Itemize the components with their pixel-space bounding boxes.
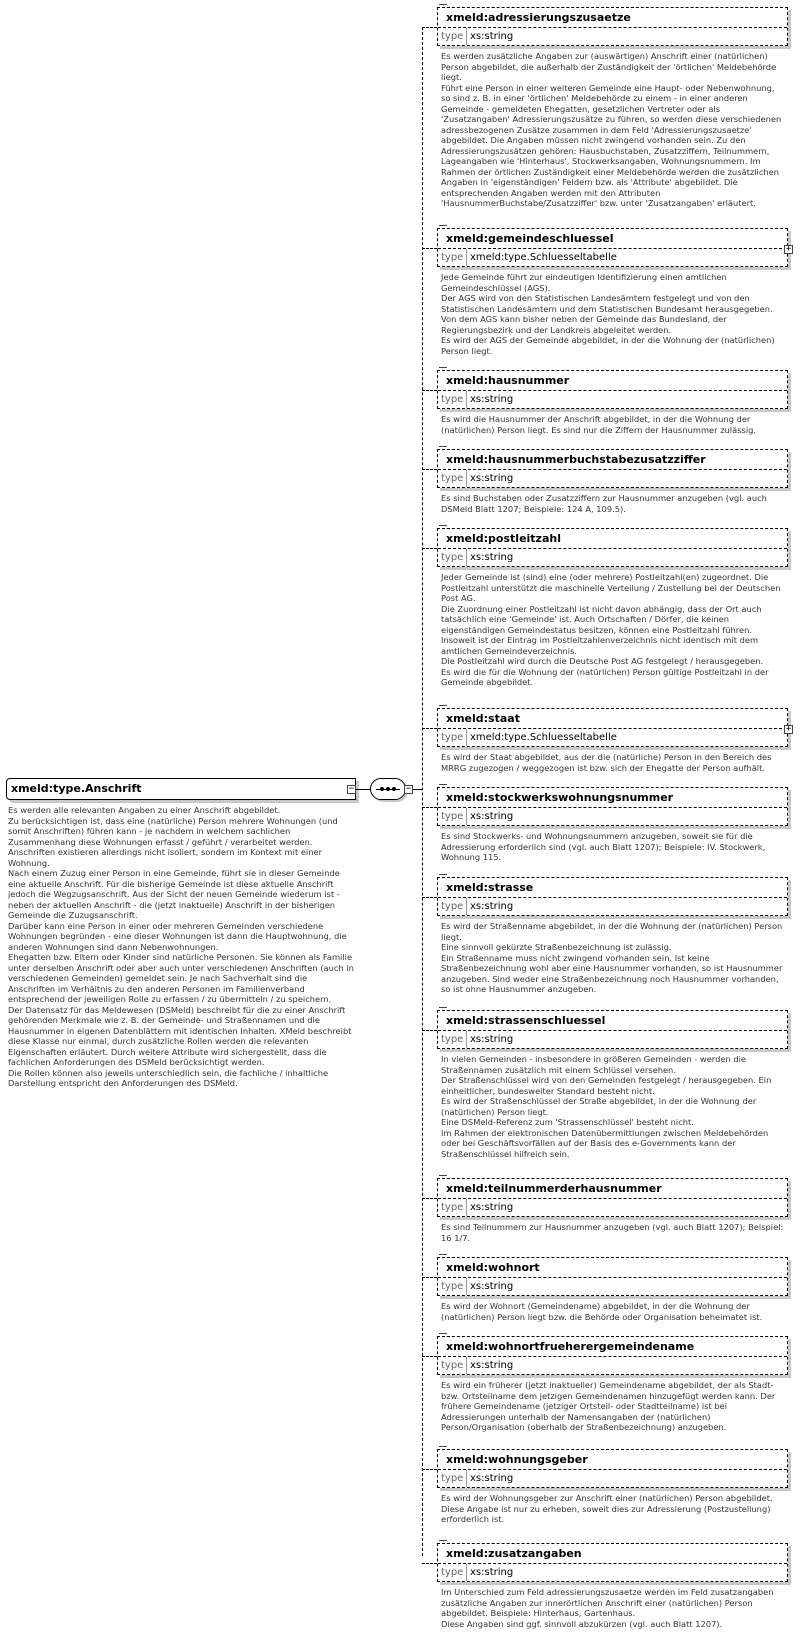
element-description: Es wird der Wohnungsgeber zur Anschrift einer (natürlichen) Person abgebildet. Diese Angabe ist nur zu erheben, soweit dies zur Adressierung (Postzustellung) erforderlich ist. (441, 1493, 773, 1524)
schema-element-box[interactable] (437, 1543, 788, 1582)
element-description: Es sind Stockwerks- und Wohnungsnummern anzugeben, soweit sie für die Adressierung erforderlich sind (vgl. auch Blatt 1207); Beispiele: IV. Stockwerk, Wohnung 115. (441, 831, 766, 862)
sequence-dot (380, 787, 384, 791)
root-type-description: Es werden alle relevanten Angaben zu einer Anschrift abgebildet. Zu berücksichtigen ist, dass eine (natürliche) Person mehrere Wohnungen (und somit Anschriften) führen kann - je nachdem in welchem sachlichen Zusammenhang diese Wohnungen erfasst / geführt / verarbeitet werden. Anschriften existieren allerdings nicht isoliert, sondern im Kontext mit einer Wohnung. Nach einem Zuzug einer Person in eine Gemeinde, führt sie in dieser Gemeinde eine aktuelle Anschrift. Für die bisherige Gemeinde ist diese aktuelle Anschrift jedoch die Wegzugsanschrift. Aus der Sicht der neuen Gemeinde wiederum ist - neben der aktuellen Anschrift - die (jetzt inaktuelle) Anschrift in der bisherigen Gemeinde die Zuzugsanschrift. Darüber kann eine Person in einer oder mehreren Gemeinden verschiedene Wohnungen begründen - eine dieser Wohnungen ist dann die Hauptwohnung, die anderen Wohnungen sind dann Nebenwohnungen. Ehegatten bzw. Eltern oder Kinder sind natürliche Personen. Sie können als Familie unter derselben Anschrift oder aber auch unter verschiedenen Anschriften (auch in verschiedenen Gemeinden) gemeldet sein. Je nach Sachverhalt sind die Anschriften im Verhältnis zu den anderen Personen im Familienverband entsprechend der jeweiligen Rolle zu erfassen / zu übermitteln / zu speichern. Der Datensatz für das Meldewesen (DSMeld) beschreibt für die zu einer Anschrift gehörenden Merkmale wie z. B. der Gemeinde- und Straßennamen und die Hausnummer in eigenen Datenblättern mit identischen Inhalten. XMeld beschreibt diese Klasse nur einmal, durch zusätzliche Rollen werden die relevanten Eigenschaften erläutert. Durch weitere Attribute wird sichergestellt, dass die fachlichen Anforderungen des DSMeld berücksichtigt werden. Die Rollen können also jeweils unterschiedlich sein, die fachliche / inhaltliche Darstellung entspricht den Anforderungen des DSMeld. (8, 805, 354, 1088)
schema-element-box[interactable] (437, 528, 788, 567)
element-type-row (438, 808, 787, 825)
element-type-row (438, 470, 787, 487)
type-value: xs:string (470, 1281, 514, 1292)
element-description: Es werden zusätzliche Angaben zur (auswärtigen) Anschrift einer (natürlichen) Person abgebildet, die außerhalb der Zuständigkeit der 'örtlichen' Meldebehörde liegt. Führt eine Person in einer weiteren Gemeinde eine Haupt- oder Nebenwohnung, so sind z. B. in einer 'örtlichen' Meldebehörde zu einem - in einer anderen Gemeinde - gemeldeten Ehegatten, gesetzlichen Vertreter oder als 'Zusatzangaben' Adressierungszusätze zu führen, so werden diese verschiedenen adressbezogenen Zusätze zusammen in dem Feld 'Adressierungszusaetze' abgebildet. Die Angaben müssen nicht zwingend vorhanden sein. Zu den Adressierungszusätzen gehören: Hausbuchstaben, Zusatzziffern, Teilnummern, Lageangaben wie 'Hinterhaus', Stockwerksangaben, Wohnungsnummern. Im Rahmen der örtlichen Zuständigkeit einer Meldebehörde werden die zusätzlichen Angaben in 'eigenständigen' Feldern bzw. als 'Attribute' abgebildet. Die entsprechenden Angaben werden mit den Attributen 'HausnummerBuchstabe/Zusatzziffer' bzw. unter 'Zusatzangaben' erläutert. (441, 51, 782, 208)
element-description: Es wird die Hausnummer der Anschrift abgebildet, in der die Wohnung der (natürlichen) Person liegt. Es sind nur die Ziffern der Hausnummer zulässig. (441, 414, 757, 435)
connector-line (422, 248, 437, 249)
type-value: xs:string (470, 811, 514, 822)
element-description: Es wird der Straßenname abgebildet, in der die Wohnung der (natürlichen) Person liegt. Eine sinnvoll gekürzte Straßenbezeichnung ist zulässig. Ein Straßenname muss nicht zwingend vorhanden sein. Ist keine Straßenbezeichnung wohl aber eine Hausnummer vorhanden, so ist Hausnummer anzugeben. Sind weder eine Straßenbezeichnung noch Hausnummer vorhanden, so ist ohne Hausnummer anzugeben. (441, 921, 783, 994)
element-type-row (438, 549, 787, 566)
element-description: Jeder Gemeinde ist (sind) eine (oder mehrere) Postleitzahl(en) zugeordnet. Die Postleitzahl unterstützt die maschinelle Verteilung / Zustellung bei der Deutschen Post AG. Die Zuordnung einer Postleitzahl ist nicht davon abhängig, dass der Ort auch tatsächlich eine 'Gemeinde' ist. Auch Ortschaften / Dörfer, die keinen eigenständigen Gemeindestatus besitzen, können eine Postleitzahl führen. Insoweit ist der Eintrag im Postleitzahlenverzeichnis nicht identisch mit dem amtlichen Gemeindeverzeichnis. Die Postleitzahl wird durch die Deutsche Post AG festgelegt / herausgegeben. Es wird die für die Wohnung der (natürlichen) Person gültige Postleitzahl in der Gemeinde abgebildet. (441, 572, 781, 687)
type-label: type (438, 729, 467, 746)
schema-element-box[interactable] (437, 1257, 788, 1296)
element-name: xmeld:stockwerkswohnungsnummer (438, 788, 787, 808)
connector-line (422, 897, 437, 898)
schema-element-box[interactable] (437, 370, 788, 409)
element-description: Es sind Buchstaben oder Zusatzziffern zur Hausnummer anzugeben (vgl. auch DSMeld Blatt 1207; Beispiele: 124 A, 109.5). (441, 493, 767, 514)
type-label: type (438, 808, 467, 825)
type-value: xs:string (470, 1473, 514, 1484)
type-label: type (438, 1199, 467, 1216)
sequence-dot (386, 787, 390, 791)
element-name: xmeld:strassenschluessel (438, 1011, 787, 1031)
type-label: type (438, 898, 467, 915)
connector-line (422, 1469, 437, 1470)
sequence-dot (392, 787, 396, 791)
element-type-row (438, 729, 787, 746)
element-description: Es sind Teilnummern zur Hausnummer anzugeben (vgl. auch Blatt 1207); Beispiel: 16 1/7. (441, 1222, 784, 1243)
type-value: xs:string (470, 1202, 514, 1213)
element-name: xmeld:wohnortfrueherergemeindename (438, 1337, 787, 1357)
type-label: type (438, 391, 467, 408)
connector-line (422, 728, 437, 729)
type-label: type (438, 1031, 467, 1048)
element-type-row (438, 1031, 787, 1048)
root-type-title: xmeld:type.Anschrift (11, 782, 142, 795)
element-name: xmeld:wohnort (438, 1258, 787, 1278)
element-name: xmeld:gemeindeschluessel (438, 229, 787, 249)
type-value: xs:string (470, 1034, 514, 1045)
element-name: xmeld:staat (438, 709, 787, 729)
connector-line (422, 1563, 437, 1564)
type-label: type (438, 1564, 467, 1581)
type-value: xs:string (470, 1360, 514, 1371)
element-type-row (438, 1199, 787, 1216)
schema-element-box[interactable] (437, 7, 788, 46)
schema-element-box[interactable] (437, 1336, 788, 1375)
connector-line (422, 807, 437, 808)
element-type-row (438, 1357, 787, 1374)
element-name: xmeld:wohnungsgeber (438, 1450, 787, 1470)
children-bus-line (422, 27, 423, 1556)
connector-line (422, 1277, 437, 1278)
element-name: xmeld:zusatzangaben (438, 1544, 787, 1564)
root-type-box[interactable] (6, 778, 356, 800)
schema-element-box[interactable] (437, 1010, 788, 1049)
element-description: Im Unterschied zum Feld adressierungszusaetze werden im Feld zusatzangaben zusätzliche Angaben zur innerörtlichen Anschrift einer (natürlichen) Person abgebildet. Beispiele: Hinterhaus, Gartenhaus. Diese Angaben sind ggf. sinnvoll abzukürzen (vgl. auch Blatt 1207). (441, 1587, 774, 1629)
expand-button[interactable]: + (785, 724, 792, 734)
schema-element-box[interactable] (437, 708, 792, 747)
connector-line (422, 1198, 437, 1199)
element-type-row (438, 28, 787, 45)
root-collapse-button[interactable]: − (348, 784, 355, 794)
type-value: xmeld:type.Schluesseltabelle (470, 252, 617, 263)
element-type-row (438, 1564, 787, 1581)
element-name: xmeld:strasse (438, 878, 787, 898)
element-type-row (438, 391, 787, 408)
schema-element-box[interactable] (437, 1449, 788, 1488)
type-value: xs:string (470, 473, 514, 484)
type-value: xs:string (470, 552, 514, 563)
element-type-row (438, 1278, 787, 1295)
element-name: xmeld:teilnummerderhausnummer (438, 1179, 787, 1199)
element-description: Es wird ein früherer (jetzt inaktueller) Gemeindename abgebildet, der als Stadt- bzw. Ortsteilname dem jetzigen Gemeindenamen hinzugefügt werden kann. Der frühere Gemeindename (jetziger Ortsteil- oder Stadtteilname) ist bei Adressierungen unterhalb der Namensangaben der (natürlichen) Person/Organisation (oberhalb der Straßenbezeichnung) anzugeben. (441, 1380, 776, 1432)
sequence-collapse-button[interactable]: − (405, 784, 412, 794)
type-label: type (438, 249, 467, 266)
connector-line (422, 27, 437, 28)
element-name: xmeld:hausnummer (438, 371, 787, 391)
connector-line (356, 789, 370, 790)
type-value: xs:string (470, 901, 514, 912)
type-value: xmeld:type.Schluesseltabelle (470, 732, 617, 743)
type-label: type (438, 549, 467, 566)
element-description: In vielen Gemeinden - insbesondere in größeren Gemeinden - werden die Straßennamen zusätzlich mit einem Schlüssel versehen. Der Straßenschlüssel wird von den Gemeinden festgelegt / herausgegeben. Ein einheitlicher, bundesweiter Standard besteht nicht. Es wird der Straßenschlüssel der Straße abgebildet, in der die Wohnung der (natürlichen) Person liegt. Eine DSMeld-Referenz zum 'Strassenschlüssel' besteht nicht. Im Rahmen der elektronischen Datenübermittlungen zwischen Meldebehörden oder bei Geschäftsvorfällen auf der Basis des e-Governments kann der Straßenschlüssel hilfreich sein. (441, 1054, 772, 1159)
element-type-row (438, 898, 787, 915)
element-description: Es wird der Staat abgebildet, aus der die (natürliche) Person in den Bereich des MRRG zugezogen / weggezogen ist bzw. sich der Ehegatte der Person aufhält. (441, 752, 772, 773)
type-label: type (438, 470, 467, 487)
schema-element-box[interactable] (437, 1178, 788, 1217)
element-description: Es wird der Wohnort (Gemeindename) abgebildet, in der die Wohnung der (natürlichen) Person liegt bzw. die Behörde oder Organisation beheimatet ist. (441, 1301, 763, 1322)
schema-element-box[interactable] (437, 877, 788, 916)
element-name: xmeld:hausnummerbuchstabezusatzziffer (438, 450, 787, 470)
type-label: type (438, 1470, 467, 1487)
type-label: type (438, 28, 467, 45)
schema-element-box[interactable] (437, 787, 788, 826)
connector-line (422, 1030, 437, 1031)
connector-line (422, 1356, 437, 1357)
connector-line (422, 469, 437, 470)
type-label: type (438, 1357, 467, 1374)
element-name: xmeld:postleitzahl (438, 529, 787, 549)
schema-element-box[interactable] (437, 449, 788, 488)
expand-button[interactable]: + (785, 244, 792, 254)
type-value: xs:string (470, 394, 514, 405)
element-type-row (438, 1470, 787, 1487)
type-value: xs:string (470, 31, 514, 42)
connector-line (422, 390, 437, 391)
element-type-row (438, 249, 787, 266)
element-name: xmeld:adressierungszusaetze (438, 8, 787, 28)
schema-element-box[interactable] (437, 228, 792, 267)
element-description: Jede Gemeinde führt zur eindeutigen Identifizierung einen amtlichen Gemeindeschlüssel (AGS). Der AGS wird von den Statistischen Landesämtern festgelegt und von den Statistischen Landesämtern und dem Statistischen Bundesamt herausgegeben. Von dem AGS kann bisher neben der Gemeinde das Bundesland, der Regierungsbezirk und der Landkreis abgeleitet werden. Es wird der AGS der Gemeinde abgebildet, in der die Wohnung der (natürlichen) Person liegt. (441, 272, 775, 356)
type-label: type (438, 1278, 467, 1295)
type-value: xs:string (470, 1567, 514, 1578)
connector-line (422, 548, 437, 549)
sequence-compositor[interactable] (370, 778, 406, 800)
